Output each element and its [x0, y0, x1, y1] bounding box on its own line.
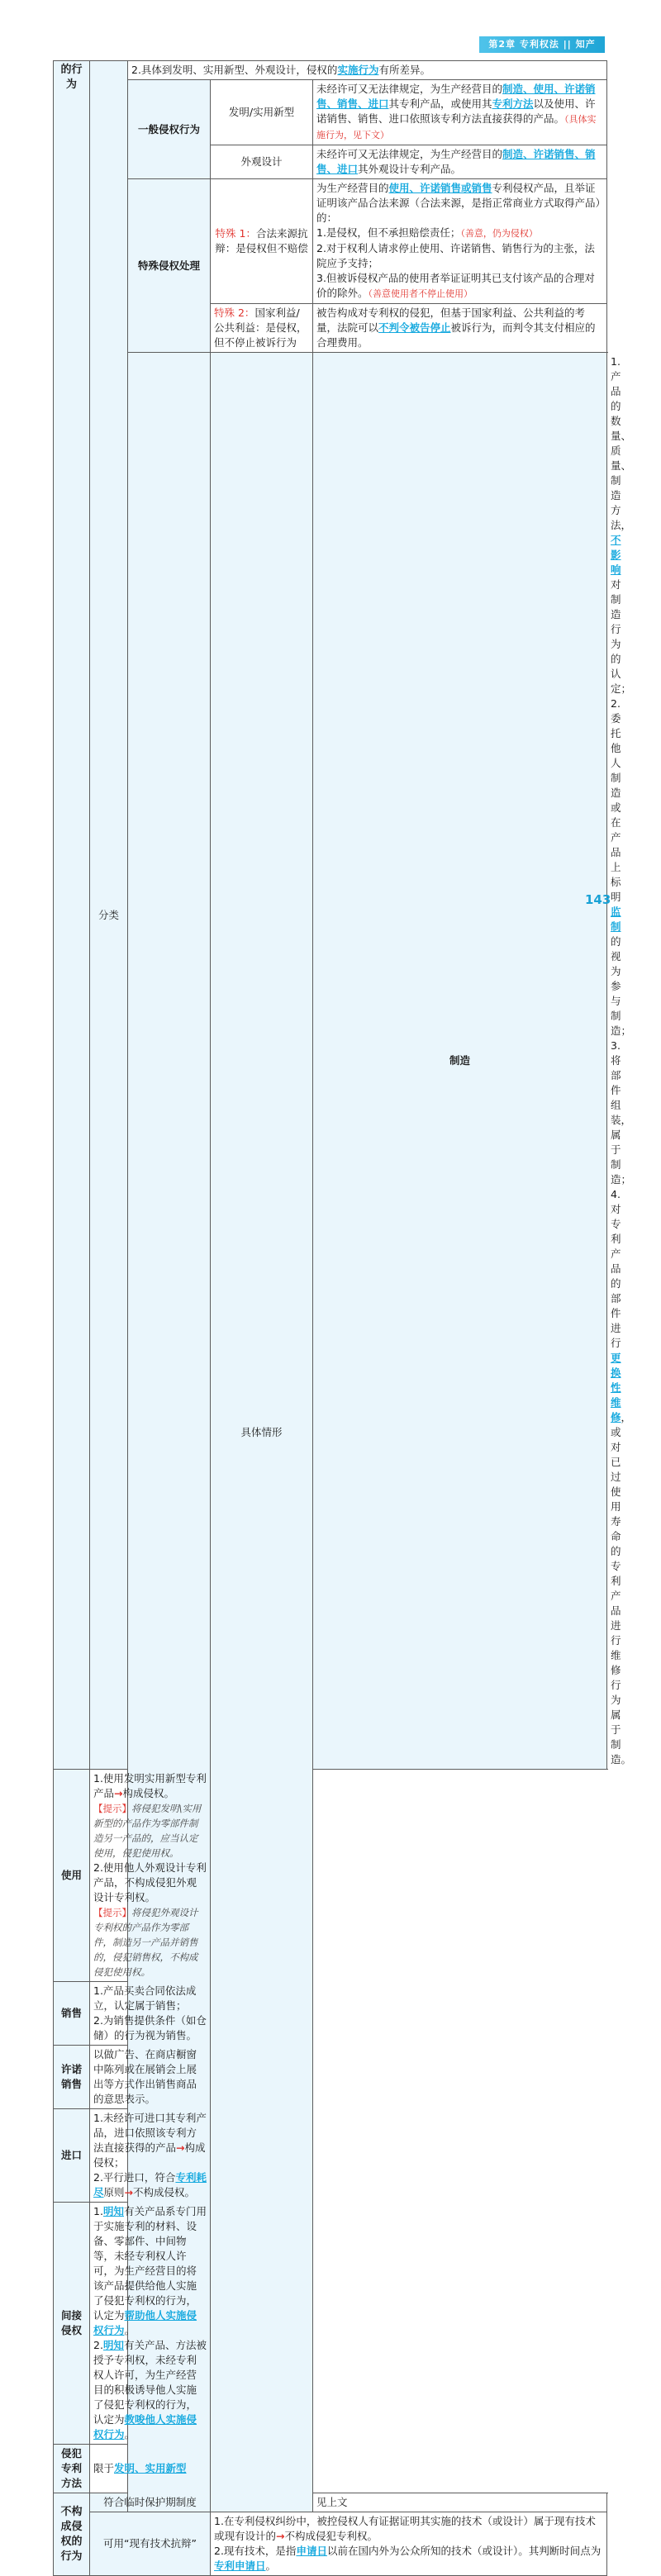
offer-text: 以做广告、在商店橱窗中陈列或在展销会上展出等方式作出销售商品的意思表示。 — [90, 2046, 211, 2109]
prior-art-label: 可用“现有技术抗辩” — [90, 2512, 211, 2576]
special-handling-label: 特殊侵权处理 — [128, 179, 211, 353]
classify-intro: 2.具体到发明、实用新型、外观设计，侵权的实施行为有所差异。 — [128, 61, 607, 80]
use-text: 1.使用发明实用新型专利产品→构成侵权。 【提示】将侵犯发明\实用新型的产品作为零部件制造另一产品的，应当认定使用，侵犯使用权。 2.使用他人外观设计专利产品，不构成侵犯外观设计专利权。 【提示】将侵犯外观设计专利权的产品作为零部件，制造另一产品并销售的，侵犯销售权，不构成侵犯使用权。 — [90, 1770, 211, 1982]
special-2-text: 被告构成对专利权的侵犯，但基于国家利益、公共利益的考量，法院可以不判令被告停止被诉行为，而判令其支付相应的合理费用。 — [313, 304, 607, 353]
patent-infringement-table: 的行为 分类 2.具体到发明、实用新型、外观设计，侵权的实施行为有所差异。 一般侵权行为 发明/实用新型 未经许可又无法律规定，为生产经营目的制造、使用、许诺销售、销售、进口其专利产品，或使用其专利方法以及使用、许诺销售、销售、进口依照该专利方法直接获得的产品。（具体实施行为，见下文） 外观设计 未经许可又无法律规定，为生产经营目的制造、许诺销售、销售、进口其外观设计专利产品。 特殊侵权处理 特殊 1：合法来源抗辩：是侵权但不赔偿 为生产经营目的使用、许诺销售或销售专利侵权产品，且举证证明该产品合法来源（合法来源，是指正常商业方式取得产品）的： 1.是侵权，但不承担赔偿责任；（善意，仍为侵权） 2.对于权利人请求停止使用、许诺销售、销售行为的主张，法院应予支持； 3.但被诉侵权产品的使用者举证证明其已支付该产品的合理对价的除外。（善意使用者不停止使用） 特殊 2：国家利益/公共利益：是侵权，但不停止被诉行为 被告构成对专利权的侵犯，但基于国家利益、公共利益的考量，法院可以不判令被告停止被诉行为，而判令其支付相应的合理费用。 具体情形 制造 1.产品的数量、质量、制造方法，不影响对制造行为的认定； 2.委托他人制造或在产品上标明监制的视为参与制造； 3.将部件组装，属于制造； 4.对专利产品的部件进行更换性维修，或对已过使用寿命的专利产品进行维修行为属于制造。 使用 1.使用发明实用新型专利产品→构成侵权。 【提示】将侵犯发明\实用新型的产品作为零部件制造另一产品的，应当认定使用，侵犯使用权。 2.使用他人外观设计专利产品，不构成侵犯外观设计专利权。 【提示】将侵犯外观设计专利权的产品作为零部件，制造另一产品并销售的，侵犯销售权，不构成侵犯使用权。 销售 1.产品买卖合同依法成立，认定属于销售； 2.为销售提供条件（如仓储）的行为视为销售。 许诺销售 以做广告、在商店橱窗中陈列或在展销会上展出等方式作出销售商品的意思表示。 进口 1.未经许可进口其专利产品，进口依照该专利方法直接获得的产品→构成侵权； 2.平行进口，符合专利耗尽原则→不构成侵权。 间接侵权 1.明知有关产品系专门用于实施专利的材料、设备、零部件、中间物等，未经专利权人许可，为生产经营目的将该产品提供给他人实施了侵犯专利权的行为，认定为帮助他人实施侵权行为。 2.明知有关产品、方法被授予专利权，未经专利权人许可，为生产经营目的积极诱导他人实施了侵犯专利权的行为，认定为教唆他人实施侵权行为。 侵犯专利方法 限于发明、实用新型 不构成侵权的行为 符合临时保护期制度 见上文 可用“现有技术抗辩” 1.在专利侵权纠纷中，被控侵权人有证据证明其实施的技术（或设计）属于现有技术或现有设计的→不构成侵犯专利权。 2.现有技术，是指申请日以前在国内外为公众所知的技术（或设计）。其判断时间点为专利申请日。 — [53, 60, 607, 2576]
sale-label: 销售 — [54, 1982, 90, 2046]
indirect-text: 1.明知有关产品系专门用于实施专利的材料、设备、零部件、中间物等，未经专利权人许可，为生产经营目的将该产品提供给他人实施了侵犯专利权的行为，认定为帮助他人实施侵权行为。 2.明知有关产品、方法被授予专利权，未经专利权人许可，为生产经营目的积极诱导他人实施了侵犯专利权的行为，认定为教唆他人实施侵权行为。 — [90, 2203, 211, 2445]
arrow-icon: → — [124, 2186, 134, 2198]
use-label: 使用 — [54, 1770, 90, 1982]
special-2-label: 特殊 2：国家利益/公共利益：是侵权，但不停止被诉行为 — [211, 304, 313, 353]
page-number: 143 — [585, 892, 611, 907]
special-1-label: 特殊 1：合法来源抗辩：是侵权但不赔偿 — [211, 179, 313, 304]
sale-text: 1.产品买卖合同依法成立，认定属于销售； 2.为销售提供条件（如仓储）的行为视为销售。 — [90, 1982, 211, 2046]
indirect-label: 间接侵权 — [54, 2203, 90, 2445]
method-text: 限于发明、实用新型 — [90, 2445, 211, 2493]
import-label: 进口 — [54, 2109, 90, 2203]
section-tort: 的行为 — [54, 61, 90, 1770]
temp-protection-text: 见上文 — [313, 2493, 607, 2512]
invention-text: 未经许可又无法律规定，为生产经营目的制造、使用、许诺销售、销售、进口其专利产品，或使用其专利方法以及使用、许诺销售、销售、进口依照该专利方法直接获得的产品。（具体实施行为，见下文） — [313, 80, 607, 145]
import-text: 1.未经许可进口其专利产品，进口依照该专利方法直接获得的产品→构成侵权； 2.平行进口，符合专利耗尽原则→不构成侵权。 — [90, 2109, 211, 2203]
design-label: 外观设计 — [211, 145, 313, 179]
invention-label: 发明/实用新型 — [211, 80, 313, 145]
arrow-icon: → — [176, 2141, 185, 2154]
chapter-header: 第2章 专利权法 || 知产 — [479, 36, 605, 53]
manufacture-label: 制造 — [313, 353, 607, 1770]
method-label: 侵犯专利方法 — [54, 2445, 90, 2493]
design-text: 未经许可又无法律规定，为生产经营目的制造、许诺销售、销售、进口其外观设计专利产品。 — [313, 145, 607, 179]
arrow-icon: → — [114, 1787, 123, 1799]
temp-protection-label: 符合临时保护期制度 — [90, 2493, 211, 2512]
arrow-icon: → — [276, 2530, 285, 2542]
general-tort-label: 一般侵权行为 — [128, 80, 211, 179]
section-noninfringe: 不构成侵权的行为 — [54, 2493, 90, 2576]
specific-label: 具体情形 — [211, 353, 313, 2512]
prior-art-text: 1.在专利侵权纠纷中，被控侵权人有证据证明其实施的技术（或设计）属于现有技术或现有设计的→不构成侵犯专利权。 2.现有技术，是指申请日以前在国内外为公众所知的技术（或设计）。其判断时间点为专利申请日。 — [211, 2512, 607, 2576]
classify-label: 分类 — [90, 61, 128, 1770]
special-1-text: 为生产经营目的使用、许诺销售或销售专利侵权产品，且举证证明该产品合法来源（合法来源，是指正常商业方式取得产品）的： 1.是侵权，但不承担赔偿责任；（善意，仍为侵权） 2.对于权利人请求停止使用、许诺销售、销售行为的主张，法院应予支持； 3.但被诉侵权产品的使用者举证证明其已支付该产品的合理对价的除外。（善意使用者不停止使用） — [313, 179, 607, 304]
offer-label: 许诺销售 — [54, 2046, 90, 2109]
